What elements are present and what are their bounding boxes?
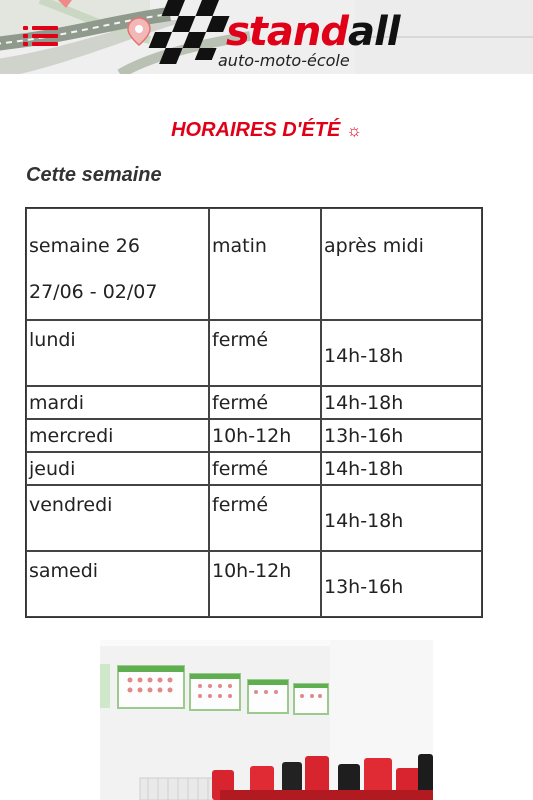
- schedule-table: [25, 207, 483, 618]
- brand-name-part1: stand: [226, 9, 349, 55]
- site-header: [0, 0, 533, 74]
- day-cell: mercredi: [26, 419, 209, 452]
- header-week-cell: [26, 208, 209, 320]
- afternoon-cell: 14h-18h: [321, 386, 482, 419]
- week-heading: Cette semaine: [26, 164, 162, 186]
- afternoon-cell: 13h-16h: [321, 419, 482, 452]
- classroom-photo: [100, 640, 433, 800]
- morning-cell: 10h-12h: [209, 551, 321, 617]
- afternoon-cell: 14h-18h: [321, 485, 482, 551]
- morning-cell: 10h-12h: [209, 419, 321, 452]
- afternoon-cell: 14h-18h: [321, 320, 482, 386]
- table-row: [26, 419, 482, 452]
- morning-cell: fermé: [209, 386, 321, 419]
- week-dates: 27/06 - 02/07: [29, 281, 158, 303]
- classroom-photo-illustration: [100, 640, 433, 800]
- afternoon-cell: 14h-18h: [321, 452, 482, 485]
- table-row: [26, 551, 482, 617]
- afternoon-cell: 13h-16h: [321, 551, 482, 617]
- morning-cell: fermé: [209, 320, 321, 386]
- hamburger-menu-icon[interactable]: [23, 26, 59, 48]
- table-row: [26, 452, 482, 485]
- day-cell: samedi: [26, 551, 209, 617]
- day-cell: lundi: [26, 320, 209, 386]
- table-header-row: [26, 208, 482, 320]
- table-row: [26, 320, 482, 386]
- day-cell: jeudi: [26, 452, 209, 485]
- table-row: [26, 485, 482, 551]
- page-title-text: HORAIRES D'ÉTÉ: [171, 119, 341, 141]
- day-cell: vendredi: [26, 485, 209, 551]
- brand-name-part2: all: [348, 9, 400, 55]
- week-number: semaine 26: [29, 235, 140, 257]
- header-afternoon: après midi: [321, 208, 482, 320]
- table-row: [26, 386, 482, 419]
- site-logo[interactable]: [140, 0, 400, 74]
- brand-tagline: auto-moto-école: [218, 51, 350, 70]
- day-cell: mardi: [26, 386, 209, 419]
- sun-icon: ☼: [346, 121, 362, 140]
- brand-name: [226, 9, 400, 55]
- page-title: [0, 118, 533, 143]
- morning-cell: fermé: [209, 452, 321, 485]
- header-morning: matin: [209, 208, 321, 320]
- morning-cell: fermé: [209, 485, 321, 551]
